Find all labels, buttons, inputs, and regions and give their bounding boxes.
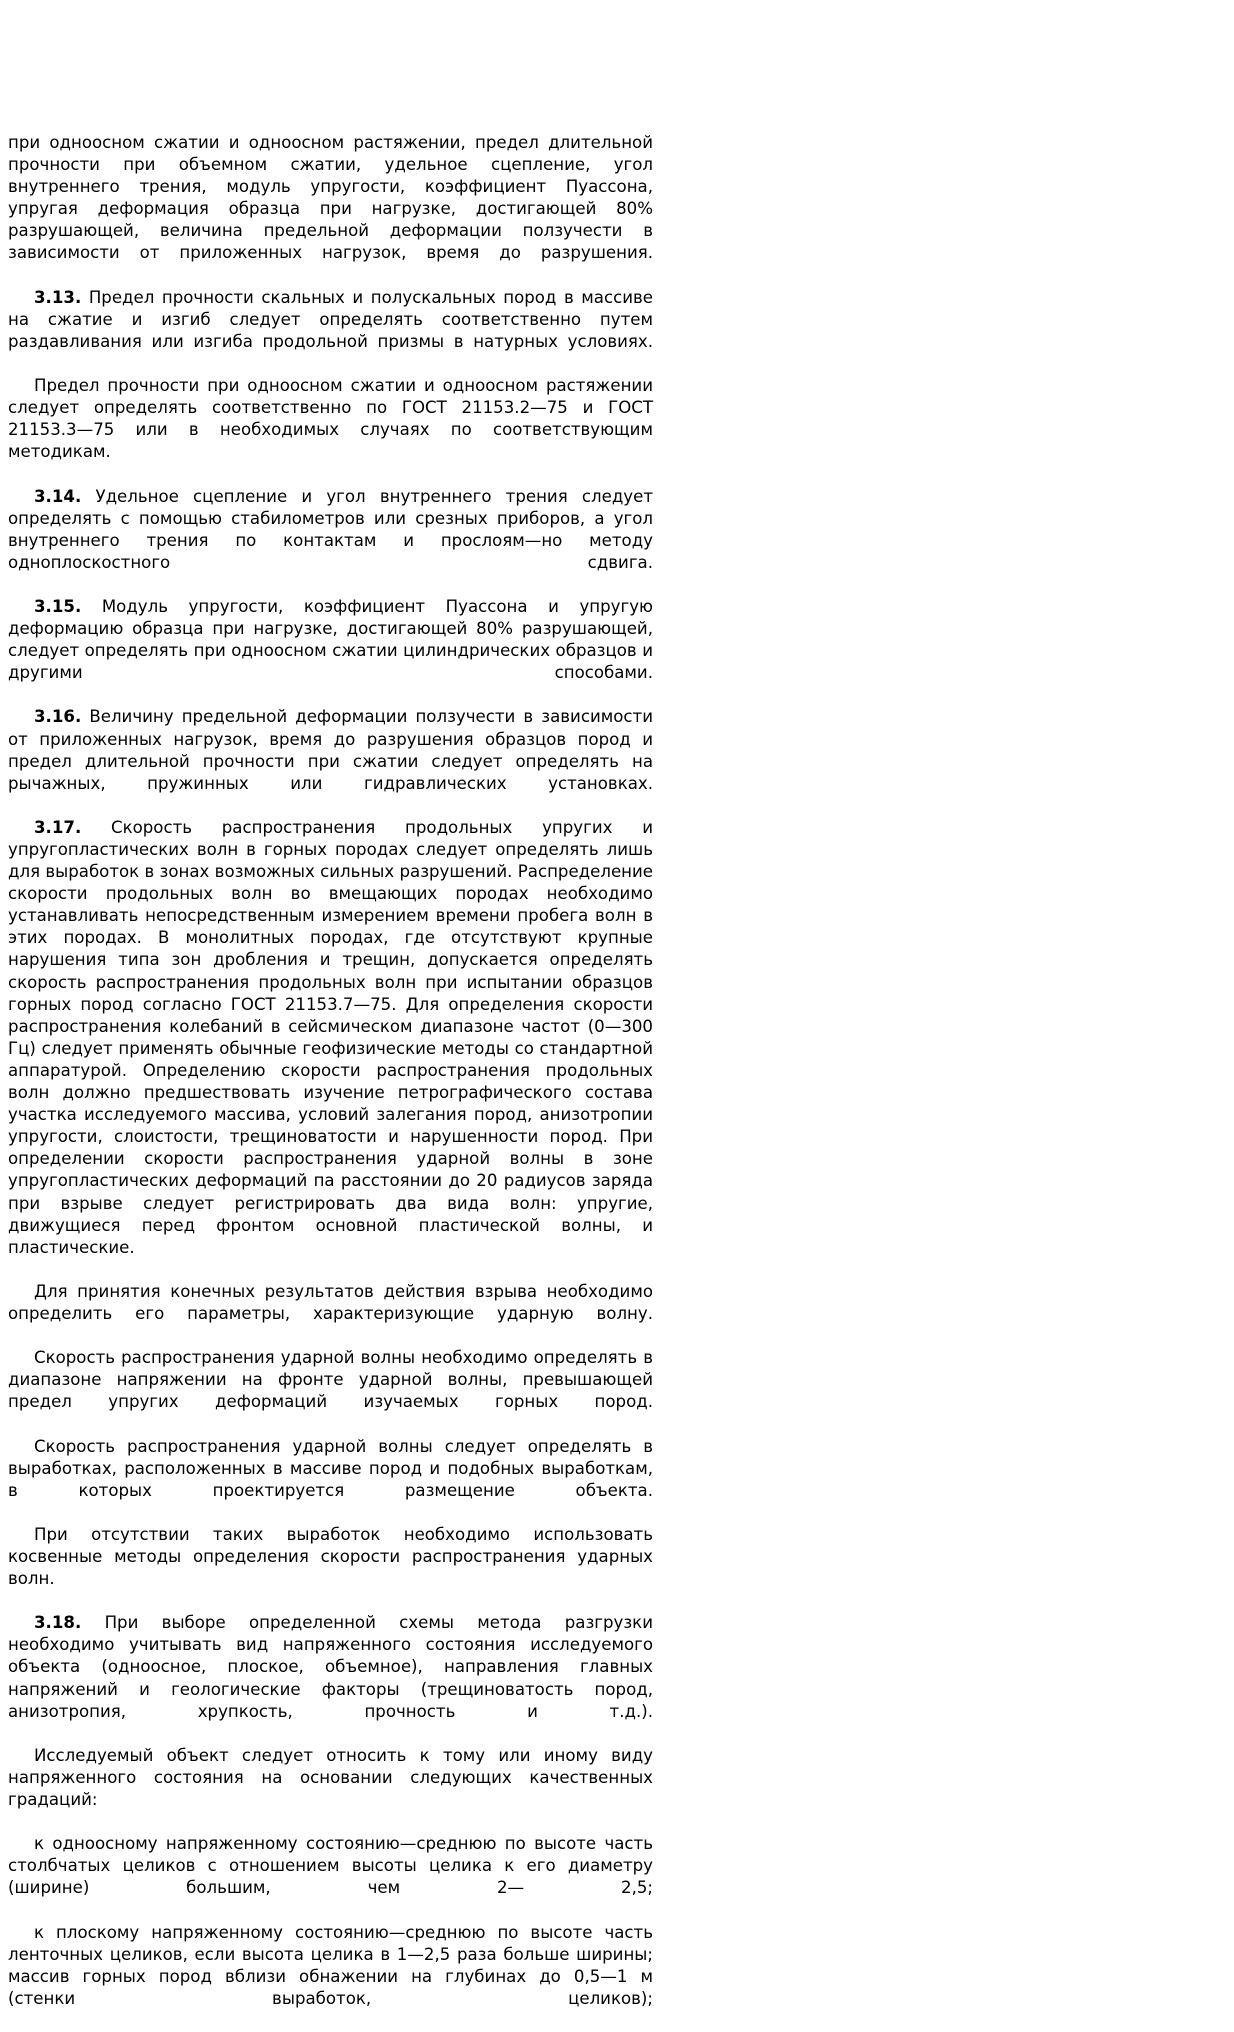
section-paragraph — [8, 596, 653, 706]
section-paragraph — [8, 287, 653, 375]
paragraph-text: Скорость распространения ударной волны следует определять в выработках, расположенных в массиве пород и подобных выработкам, в которых проектируется размещение объекта. — [8, 1436, 653, 1500]
body-paragraph — [8, 1745, 653, 1833]
paragraph-text: к одноосному напряженному состоянию—среднюю по высоте часть столбчатых целиков с отношением высоты целика к его диаметру (ширине) большим, чем 2— 2,5; — [8, 1834, 653, 1898]
paragraph-text: Модуль упругости, коэффициент Пуассона и упругую деформацию образца при нагрузке, достигающей 80% разрушающей, следует определять при одноосном сжатии цилиндрических образцов и другими способами. — [8, 596, 653, 683]
paragraph-text: Исследуемый объект следует относить к тому или иному виду напряженного состояния на основании следующих качественных градаций: — [8, 1745, 653, 1810]
paragraph-text: Скорость распространения ударной волны необходимо определять в диапазоне напряжении на фронте ударной волны, превышающей предел упругих деформаций изучаемых горных пород. — [8, 1348, 653, 1412]
paragraph-text: Удельное сцепление и угол внутреннего трения следует определять с помощью стабилометров или срезных приборов, а угол внутреннего трения по контактам и прослоям—но методу одноплоскостного сдвига. — [8, 486, 653, 572]
paragraph-text: Предел прочности при одноосном сжатии и одноосном растяжении следует определять соответственно по ГОСТ 21153.2—75 и ГОСТ 21153.3—75 или в необходимых случаях по соответствующим методикам. — [8, 376, 653, 462]
section-paragraph — [8, 706, 653, 816]
body-paragraph — [8, 1922, 653, 2032]
paragraph-text: при одноосном сжатии и одноосном растяжении, предел длительной прочности при объемном сжатии, удельное сцепление, угол внутреннего трения, модуль упругости, коэффициент Пуассона, упругая деформация образца при нагрузке, достигающей 80% разрушающей, величина предельной деформации ползучести в зависимости от приложенных нагрузок, время до разрушения. — [8, 133, 653, 263]
paragraph-text: Величину предельной деформации ползучести в зависимости от приложенных нагрузок, время до разрушения образцов пород и предел длительной прочности при сжатии следует определять на рычажных, пружинных или гидравлических установках. — [8, 707, 653, 793]
body-paragraph — [8, 375, 653, 485]
body-paragraph — [8, 1281, 653, 1347]
section-number: 3.14. — [34, 486, 82, 506]
paragraph-text: Скорость распространения продольных упругих и упругопластических волн в горных породах следует определять лишь для выработок в зонах возможных сильных разрушений. Распределение скорости продольных волн во вмещающих породах необходимо устанавливать непосредственным измерением времени пробега волн в этих породах. В монолитных породах, где отсутствуют крупные нарушения типа зон дробления и трещин, допускается определять скорость распространения продольных волн при испытании образцов горных пород согласно ГОСТ 21153.7—75. Для определения скорости распространения колебаний в сейсмическом диапазоне частот (0—300 Гц) следует применять обычные геофизические методы со стандартной аппаратурой. Определению скорости распространения продольных волн должно предшествовать изучение петрографического состава участка исследуемого массива, условий залегания пород, анизотропии упругости, слоистости, трещиноватости и нарушенности пород. При определении скорости распространения ударной волны в зоне упругопластических деформаций па расстоянии до 20 радиусов заряда при взрыве следует регистрировать два вида волн: упругие, движущиеся перед фронтом основной пластической волны, и пластические. — [8, 817, 653, 1257]
paragraph-text: При отсутствии таких выработок необходимо использовать косвенные методы определения скорости распространения ударных волн. — [8, 1524, 653, 1589]
section-number: 3.16. — [34, 707, 82, 727]
section-number: 3.15. — [34, 596, 82, 616]
paragraph-text: Предел прочности скальных и полускальных пород в массиве на сжатие и изгиб следует определять соответственно путем раздавливания или изгиба продольной призмы в натурных условиях. — [8, 287, 653, 351]
paragraph-text: Для принятия конечных результатов действия взрыва необходимо определить его параметры, характеризующие ударную волну. — [8, 1281, 653, 1323]
body-paragraph — [8, 1524, 653, 1612]
section-number: 3.18. — [34, 1613, 82, 1633]
body-paragraph — [8, 1347, 653, 1435]
body-paragraph — [8, 1833, 653, 1921]
section-paragraph — [8, 817, 653, 1281]
section-paragraph — [8, 486, 653, 596]
body-text-column — [8, 132, 653, 2032]
section-number: 3.13. — [34, 287, 82, 307]
body-paragraph — [8, 132, 653, 287]
paragraph-text: При выборе определенной схемы метода разгрузки необходимо учитывать вид напряженного состояния исследуемого объекта (одноосное, плоское, объемное), направления главных напряжений и геологические факторы (трещиноватость пород, анизотропия, хрупкость, прочность и т.д.). — [8, 1613, 653, 1721]
section-paragraph — [8, 1612, 653, 1745]
body-paragraph — [8, 1436, 653, 1524]
paragraph-text: к плоскому напряженному состоянию—среднюю по высоте часть ленточных целиков, если высота целика в 1—2,5 раза больше ширины; массив горных пород вблизи обнажении на глубинах до 0,5—1 м (стенки выработок, целиков); — [8, 1922, 653, 2008]
section-number: 3.17. — [34, 817, 82, 837]
